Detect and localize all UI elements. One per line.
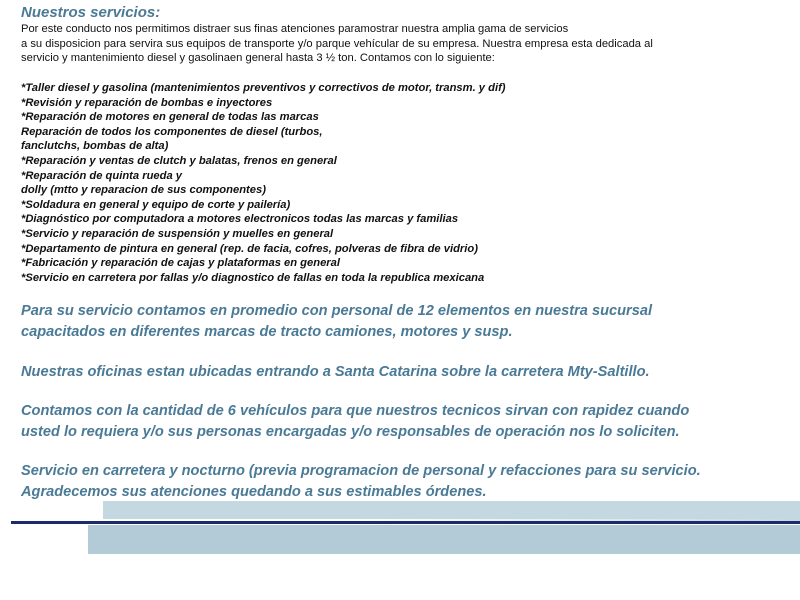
service-item: *Reparación y ventas de clutch y balatas, frenos en general: [21, 154, 337, 167]
service-item: *Fabricación y reparación de cajas y plataformas en general: [21, 257, 340, 270]
closing-line: Servicio en carretera y nocturno (previa programacion de personal y refacciones para su servicio.: [21, 463, 701, 479]
personal-line: Para su servicio contamos en promedio con personal de 12 elementos en nuestra sucursal: [21, 303, 652, 319]
service-item: *Departamento de pintura en general (rep. de facia, cofres, polveras de fibra de vidrio): [21, 242, 478, 255]
footer-divider: [11, 521, 800, 524]
service-item: *Soldadura en general y equipo de corte y pailería): [21, 198, 291, 211]
service-item: *Reparación de quinta rueda y: [21, 169, 183, 182]
service-item: *Reparación de motores en general de todas las marcas: [21, 111, 319, 124]
vehicles-line: Contamos con la cantidad de 6 vehículos para que nuestros tecnicos sirvan con rapidez cuando: [21, 403, 690, 419]
personal-paragraph: [21, 301, 796, 342]
service-item: *Servicio y reparación de suspensión y muelles en general: [21, 227, 334, 240]
closing-paragraph: [21, 461, 796, 502]
decorative-band-top: [103, 501, 800, 519]
closing-line: Agradecemos sus atenciones quedando a sus estimables órdenes.: [21, 483, 487, 500]
service-item: dolly (mtto y reparacion de sus componentes): [21, 184, 266, 197]
intro-line: Por este conducto nos permitimos distraer sus finas atenciones paramostrar nuestra amplia gama de servicios: [21, 23, 569, 35]
service-item: Reparación de todos los componentes de diesel (turbos,: [21, 125, 323, 138]
services-list: [21, 81, 791, 285]
intro-line: a su disposicion para servira sus equipos de transporte y/o parque vehícular de su empresa. Nuestra empresa esta dedicada al: [21, 37, 653, 50]
service-item: *Revisión y reparación de bombas e inyectores: [21, 96, 273, 109]
service-item: *Diagnóstico por computadora a motores electronicos todas las marcas y familias: [21, 213, 459, 226]
offices-line: Nuestras oficinas estan ubicadas entrando a Santa Catarina sobre la carretera Mty-Saltillo.: [21, 364, 650, 380]
intro-paragraph: [21, 22, 791, 66]
offices-paragraph: [21, 362, 796, 383]
personal-line: capacitados en diferentes marcas de tracto camiones, motores y susp.: [21, 323, 513, 340]
vehicles-paragraph: [21, 401, 796, 442]
vehicles-line: usted lo requiera y/o sus personas encargadas y/o responsables de operación nos lo soliciten.: [21, 423, 680, 440]
service-item: *Servicio en carretera por fallas y/o diagnostico de fallas en toda la republica mexicana: [21, 271, 485, 284]
page-title: Nuestros servicios:: [21, 4, 161, 21]
service-item: fanclutchs, bombas de alta): [21, 140, 169, 153]
service-item: *Taller diesel y gasolina (mantenimientos preventivos y correctivos de motor, transm. y dif): [21, 82, 506, 94]
intro-line: servicio y mantenimiento diesel y gasolinaen general hasta 3 ½ ton. Contamos con lo siguiente:: [21, 52, 495, 65]
decorative-band-bottom: [88, 525, 800, 554]
